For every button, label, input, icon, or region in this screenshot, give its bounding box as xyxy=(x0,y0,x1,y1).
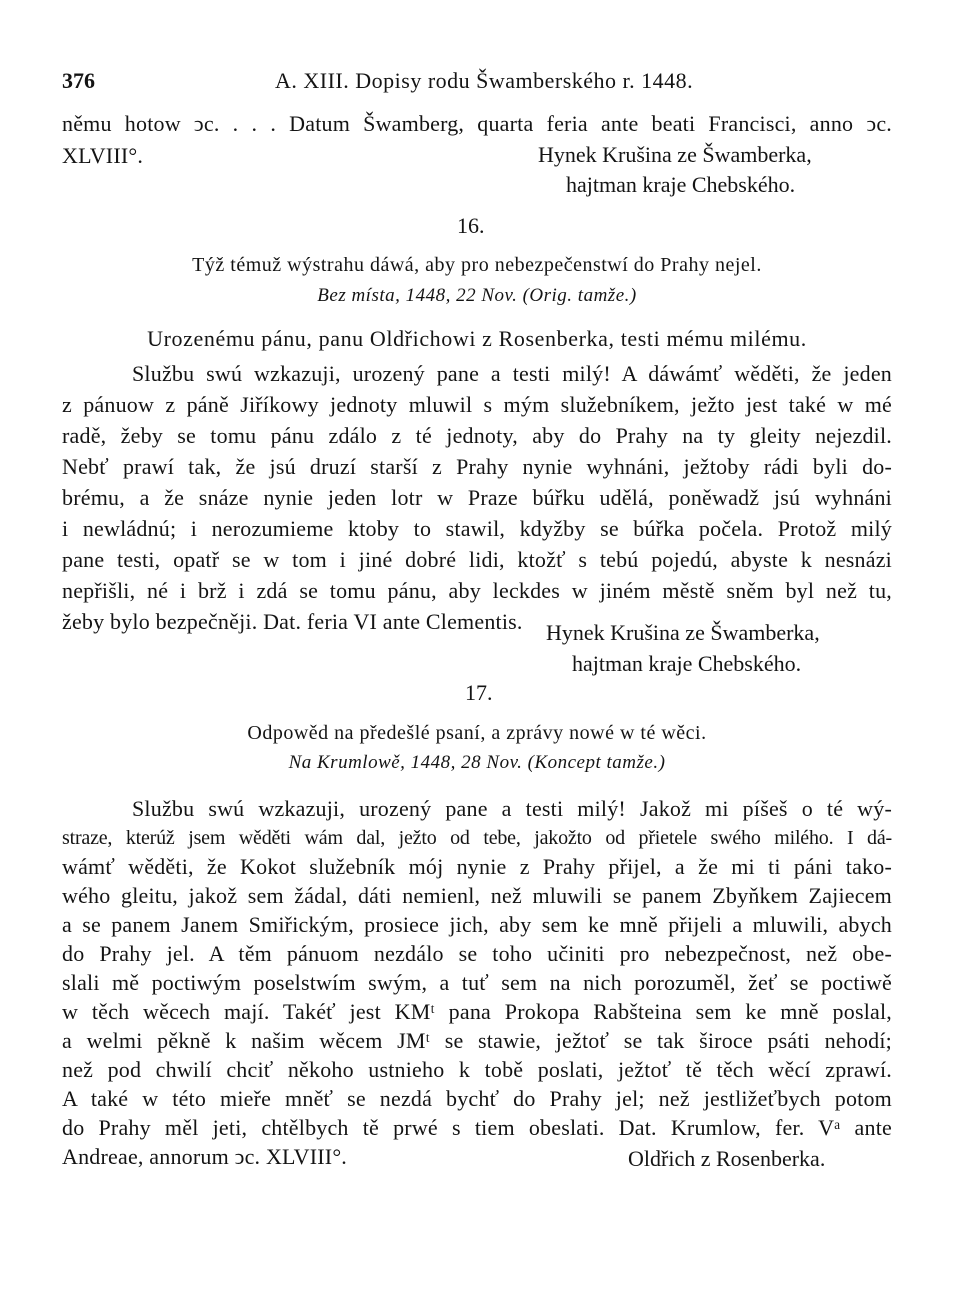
text-line: brému, a že snáze nynie jeden lotr w Praze búřku udělá, poněwadž jsú wyhnáni xyxy=(62,485,892,510)
text-line: pane testi, opatř se w tom i jiné dobré lidi, ktožť s tebú pojedú, abyste k nesnázi xyxy=(62,547,892,572)
text-line: Službu swú wzkazuji, urozený pane a testi milý! A dáwámť wěděti, že jeden xyxy=(132,361,892,386)
text-line: němu hotow ↄc. . . . Datum Šwamberg, quarta feria ante beati Francisci, anno ↄc. xyxy=(62,111,892,136)
text-line: z pánuow z páně Jiříkowy jednoty mluwil s mým služebníkem, ježto jest také w mé xyxy=(62,392,892,417)
letter-summary: Týž témuž wýstrahu dáwá, aby pro nebezpečenstwí do Prahy nejel. xyxy=(192,254,762,276)
signature-name: Hynek Krušina ze Šwamberka, xyxy=(538,142,812,167)
text-line: Andreae, annorum ↄc. XLVIII°. xyxy=(62,1144,348,1169)
page-number: 376 xyxy=(62,68,95,93)
signature-title: hajtman kraje Chebského. xyxy=(566,172,796,197)
text-line: wého gleitu, jakož sem žádal, dáti nemienl, než mluwili se panem Zbyňkem Zajiecem xyxy=(62,883,892,908)
text-line: nepřišli, né i brž i zdá se tomu pánu, aby leckdes w jiném městě sněm byl než tu, xyxy=(62,578,892,603)
text-line: Nebť prawí tak, že jsú druzí starší z Prahy nynie wyhnáni, ježtoby rádi byli do- xyxy=(62,454,892,479)
signature-title: hajtman kraje Chebského. xyxy=(572,651,802,676)
text-line: slali mě poctiwým poselstwím swým, a tuť sem na nich porozuměl, žeť se poctiwě xyxy=(62,970,892,995)
signature: Oldřich z Rosenberka. xyxy=(628,1146,826,1171)
text-line: i newládnú; i nerozumieme ktoby to stawil, kdyžby se búřka počela. Protož milý xyxy=(62,516,892,541)
text-line: do Prahy jel. A těm pánuom nezdálo se toho učiniti pro nebezpečnost, než obe- xyxy=(62,941,892,966)
running-head: A. XIII. Dopisy rodu Šwamberského r. 1448. xyxy=(275,68,694,93)
letter-number: 17. xyxy=(465,680,493,705)
text-line: a se panem Janem Smiřickým, prosiece jich, aby sem ke mně přijeli a mluwili, abych xyxy=(62,912,892,937)
letter-number: 16. xyxy=(457,213,485,238)
text-line: žeby bylo bezpečněji. Dat. feria VI ante Clementis. xyxy=(62,609,523,634)
letter-source: Bez místa, 1448, 22 Nov. (Orig. tamže.) xyxy=(317,285,637,306)
letter-source: Na Krumlowě, 1448, 28 Nov. (Koncept tamže.) xyxy=(288,752,666,773)
text-line: a welmi pěkně k našim wěcem JMᵗ se stawie, ježtoť se tak široce psáti nehodí; xyxy=(62,1028,892,1053)
text-line: radě, žeby se tomu pánu zdálo z té jednoty, aby do Prahy na ty gleity nejezdil. xyxy=(62,423,892,448)
signature-name: Hynek Krušina ze Šwamberka, xyxy=(546,620,820,645)
text-line: wámť wěděti, že Kokot služebník mój nynie z Prahy přijel, a že mi ti páni tako- xyxy=(62,854,892,879)
text-line: w těch wěcech mají. Takéť jest KMᵗ pana Prokopa Rabšteina sem ke mně poslal, xyxy=(62,999,892,1024)
text-line: A také w této mieře mněť se nezdá bychť do Prahy jel; než jestližeťbych potom xyxy=(62,1086,892,1111)
letter-address: Urozenému pánu, panu Oldřichowi z Rosenberka, testi mému milému. xyxy=(147,326,807,351)
letter-summary: Odpowěd na předešlé psaní, a zprávy nowé w té wěci. xyxy=(247,722,707,744)
text-line: XLVIII°. xyxy=(62,143,144,168)
text-line: než pod chwilí chciť někoho ustnieho k tobě poslati, ježtoť tě těch wěcí zprawí. xyxy=(62,1057,892,1082)
text-line: Službu swú wzkazuji, urozený pane a testi milý! Jakož mi píšeš o té wý- xyxy=(132,796,892,821)
text-line: straze, kterúž jsem wěděti wám dal, ježto od tebe, jakožto od přietele swého milého. I dá- xyxy=(62,827,892,849)
text-line: do Prahy měl jeti, chtělbych tě prwé s tiem obeslati. Dat. Krumlow, fer. Vᵃ ante xyxy=(62,1115,892,1140)
